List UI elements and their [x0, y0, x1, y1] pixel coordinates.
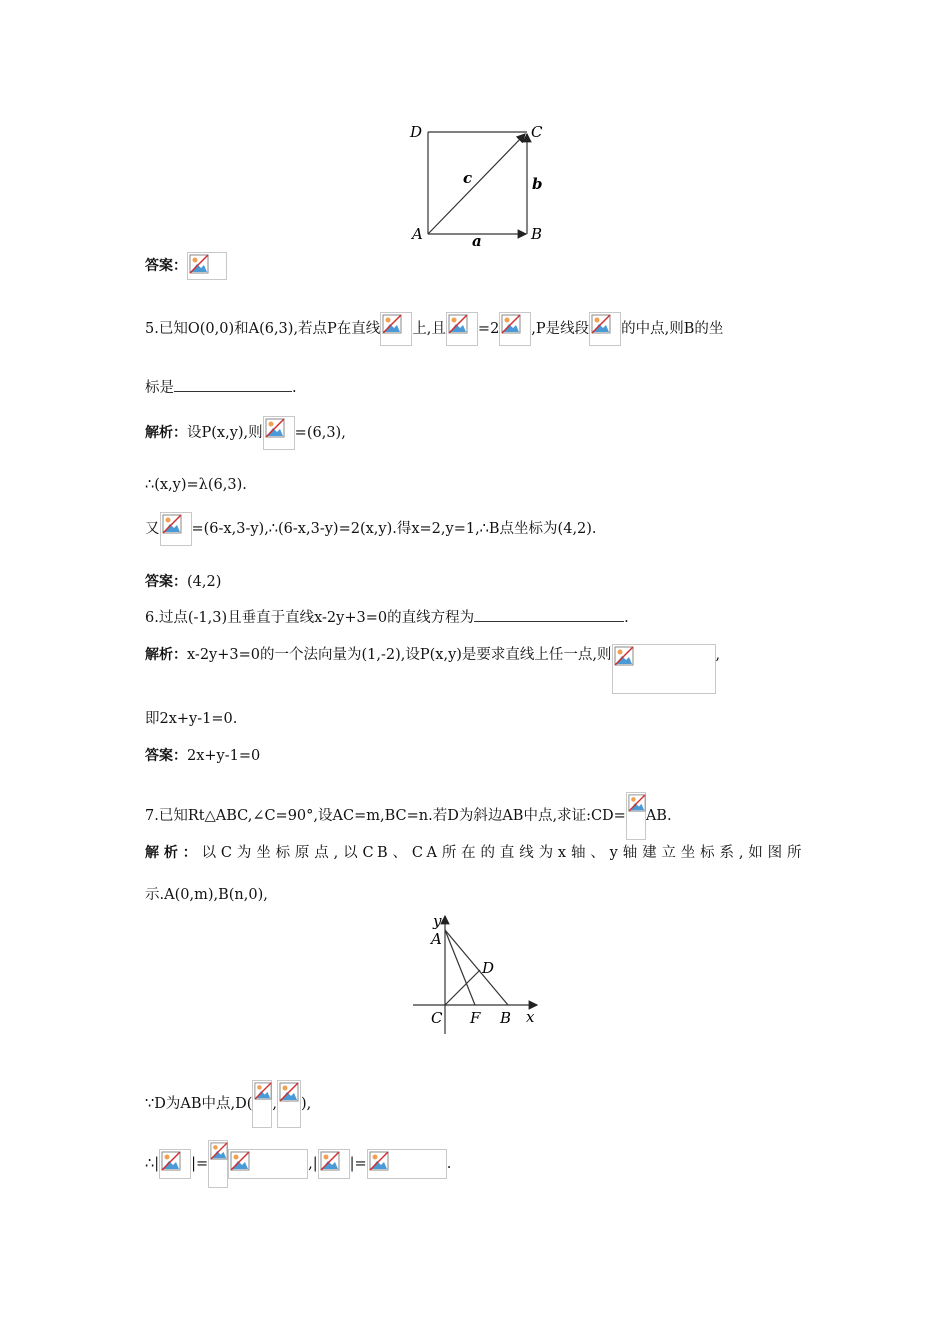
broken-image-icon	[626, 792, 646, 840]
label-x: x	[526, 1008, 535, 1026]
sol5-l3b: =(6-x,3-y),∴(6-x,3-y)=2(x,y).得x=2,y=1,∴B点坐标为(4,2).	[191, 521, 597, 537]
solution-5-line-3	[145, 512, 597, 546]
q5-text-6: 标是	[145, 380, 174, 396]
broken-image-icon	[446, 312, 478, 346]
broken-image-icon	[589, 312, 621, 346]
coordinate-triangle-figure	[405, 908, 545, 1036]
sol7-l4a: ∴|	[145, 1156, 160, 1172]
segment-ab	[445, 930, 508, 1005]
question-5	[145, 312, 723, 346]
q6-text-2: .	[624, 610, 629, 626]
broken-image-icon	[160, 512, 192, 546]
broken-image-icon	[612, 644, 716, 694]
solution-5-line-2	[145, 474, 247, 496]
broken-image-icon	[228, 1149, 308, 1179]
broken-image-icon	[263, 416, 295, 450]
label-B: B	[500, 1009, 512, 1027]
label-F: F	[470, 1009, 481, 1027]
sol7-l4e: .	[446, 1156, 452, 1172]
sol7-l3a: ∵D为AB中点,D(	[145, 1096, 253, 1112]
solution-label: 解析：	[145, 425, 187, 441]
broken-image-icon	[208, 1140, 228, 1188]
broken-image-icon	[318, 1149, 350, 1179]
label-A: A	[412, 225, 423, 243]
solution-label: 解析：	[145, 845, 202, 861]
answer-5-value: (4,2)	[187, 574, 222, 590]
sol5-l3a: 又	[145, 521, 160, 537]
solution-label: 解析：	[145, 647, 187, 663]
sol7-l4d: |=	[349, 1156, 367, 1172]
answer-label: 答案：	[145, 748, 187, 764]
broken-image-icon	[159, 1149, 191, 1179]
q5-text-1: 5.已知O(0,0)和A(6,3),若点P在直线	[145, 321, 381, 337]
answer-label: 答案：	[145, 574, 187, 590]
q5-text-5: 的中点,则B的坐	[621, 321, 724, 337]
q5-text-7: .	[292, 380, 297, 396]
sol6-l1: x-2y+3=0的一个法向量为(1,-2),设P(x,y)是要求直线上任一点,则	[187, 647, 612, 663]
solution-7-line-2	[145, 884, 268, 906]
label-C: C	[431, 1009, 443, 1027]
label-D: D	[410, 123, 423, 141]
solution-7-line-4	[145, 1140, 451, 1188]
broken-image-icon	[367, 1149, 447, 1179]
answer-6-value: 2x+y-1=0	[187, 748, 261, 764]
label-A: A	[431, 930, 442, 948]
question-7	[145, 792, 672, 840]
sol5-l1b: =(6,3),	[294, 425, 346, 441]
sol6-l2: 即2x+y-1=0.	[145, 711, 238, 727]
sol7-l4b: |=	[191, 1156, 209, 1172]
question-5-cont	[145, 377, 297, 399]
sol7-l2: 示.A(0,m),B(n,0),	[145, 887, 268, 903]
sol7-l3b: ,	[272, 1096, 277, 1112]
q5-text-3: =2	[477, 321, 500, 337]
broken-image-icon	[380, 312, 412, 346]
q7-text-2: AB.	[645, 808, 672, 824]
sol5-l1a: 设P(x,y),则	[187, 425, 263, 441]
segment-af	[445, 930, 475, 1005]
label-D: D	[482, 959, 495, 977]
solution-7-line-1	[145, 842, 805, 864]
answer-blank	[174, 391, 292, 392]
broken-image-icon	[187, 252, 227, 280]
answer-6	[145, 745, 260, 767]
solution-6-line-2	[145, 708, 237, 730]
answer-label: 答案：	[145, 258, 187, 274]
answer-4-row	[145, 252, 227, 280]
vector-c	[428, 134, 525, 234]
solution-5-line-1	[145, 416, 346, 450]
broken-image-icon	[252, 1080, 272, 1128]
q5-text-4: ,P是线段	[531, 321, 590, 337]
sol6-l1-end: ,	[715, 647, 721, 663]
question-6	[145, 607, 629, 629]
sol7-l4c: ,|	[308, 1156, 318, 1172]
vector-square-figure	[400, 118, 560, 250]
sol7-l1: 以C为坐标原点,以CB、CA所在的直线为x轴、y轴建立坐标系,如图所	[201, 845, 805, 861]
broken-image-icon	[277, 1080, 301, 1128]
solution-7-line-3	[145, 1080, 311, 1128]
label-a: a	[472, 232, 482, 250]
broken-image-icon	[499, 312, 531, 346]
label-y: y	[433, 912, 442, 930]
label-B: B	[531, 225, 543, 243]
sol7-l3c: ),	[300, 1096, 312, 1112]
solution-6-line-1	[145, 644, 720, 694]
answer-5	[145, 571, 221, 593]
sol5-l2: ∴(x,y)=λ(6,3).	[145, 477, 247, 493]
q7-text-1: 7.已知Rt△ABC,∠C=90°,设AC=m,BC=n.若D为斜边AB中点,求证:CD=	[145, 808, 626, 824]
label-c: c	[463, 169, 473, 187]
q6-text-1: 6.过点(-1,3)且垂直于直线x-2y+3=0的直线方程为	[145, 610, 475, 626]
answer-blank	[474, 621, 624, 622]
label-b: b	[532, 175, 543, 193]
q5-text-2: 上,且	[412, 321, 446, 337]
label-C: C	[531, 123, 543, 141]
